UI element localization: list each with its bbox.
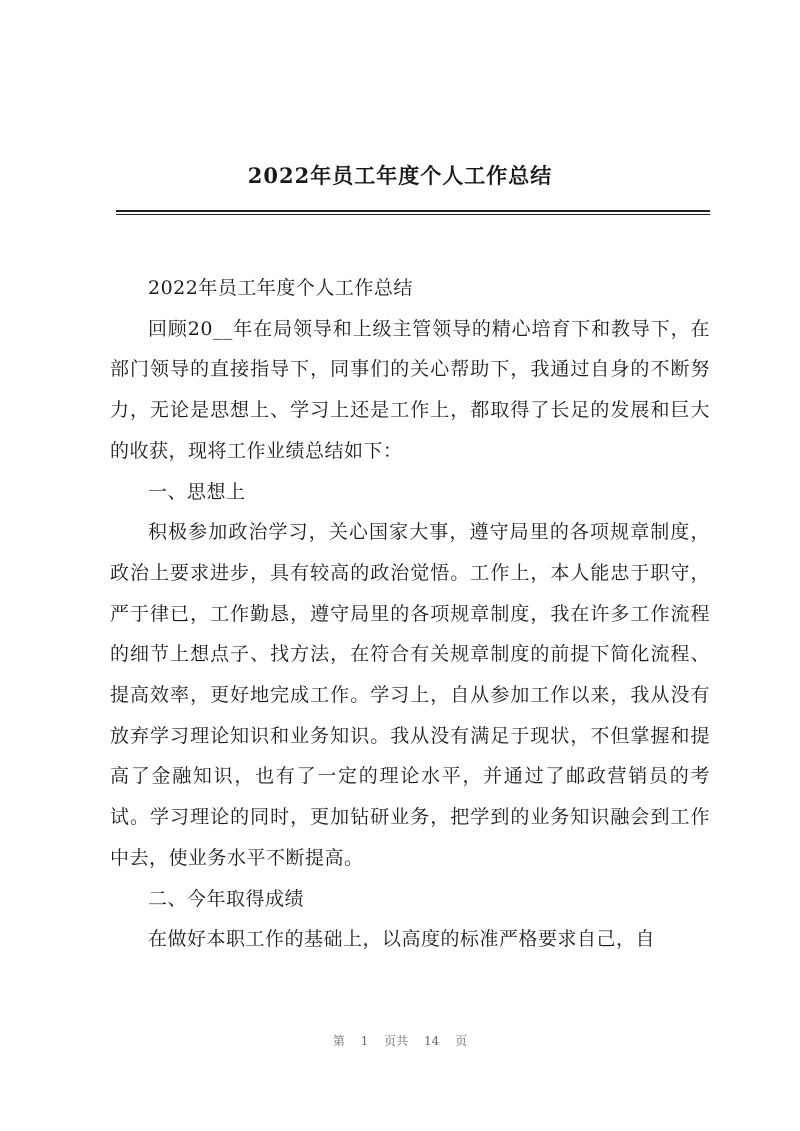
- paragraph-subtitle: 2022年员工年度个人工作总结: [148, 277, 413, 299]
- paragraph-thought: 积极参加政治学习，关心国家大事，遵守局里的各项规章制度，政治上要求进步，具有较高的政治觉悟。工作上，本人能忠于职守，严于律已，工作勤恳，遵守局里的各项规章制度，我在许多工作流程的细节上想点子、找方法，在符合有关规章制度的前提下简化流程、提高效率，更好地完成工作。学习上，自从参加工作以来，我从没有放弃学习理论知识和业务知识。我从没有满足于现状，不但掌握和提高了金融知识，也有了一定的理论水平，并通过了邮政营销员的考试。学习理论的同时，更加钻研业务，把学到的业务知识融会到工作中去，使业务水平不断提高。: [110, 521, 710, 869]
- document-body: [110, 268, 710, 960]
- paragraph-achievements: 在做好本职工作的基础上，以高度的标准严格要求自己，自: [148, 928, 656, 951]
- section-heading-1: 一、思想上: [148, 480, 246, 503]
- title-rule-thin: [116, 214, 710, 215]
- footer-total-pages: 14: [424, 1034, 440, 1048]
- document-title: 2022年员工年度个人工作总结: [247, 163, 553, 188]
- paragraph-intro: 回顾20__年在局领导和上级主管领导的精心培育下和教导下，在部门领导的直接指导下，同事们的关心帮助下，我通过自身的不断努力，无论是思想上、学习上还是工作上，都取得了长足的发展和巨大的收获，现将工作业绩总结如下：: [110, 317, 710, 462]
- title-rule-thick: [116, 210, 710, 212]
- section-heading-2: 二、今年取得成绩: [148, 887, 305, 910]
- footer-prefix: 第: [332, 1034, 345, 1048]
- page-footer: [0, 1032, 800, 1049]
- footer-page-number: 1: [360, 1034, 369, 1048]
- footer-mid: 页共: [384, 1034, 409, 1048]
- footer-suffix: 页: [455, 1034, 468, 1048]
